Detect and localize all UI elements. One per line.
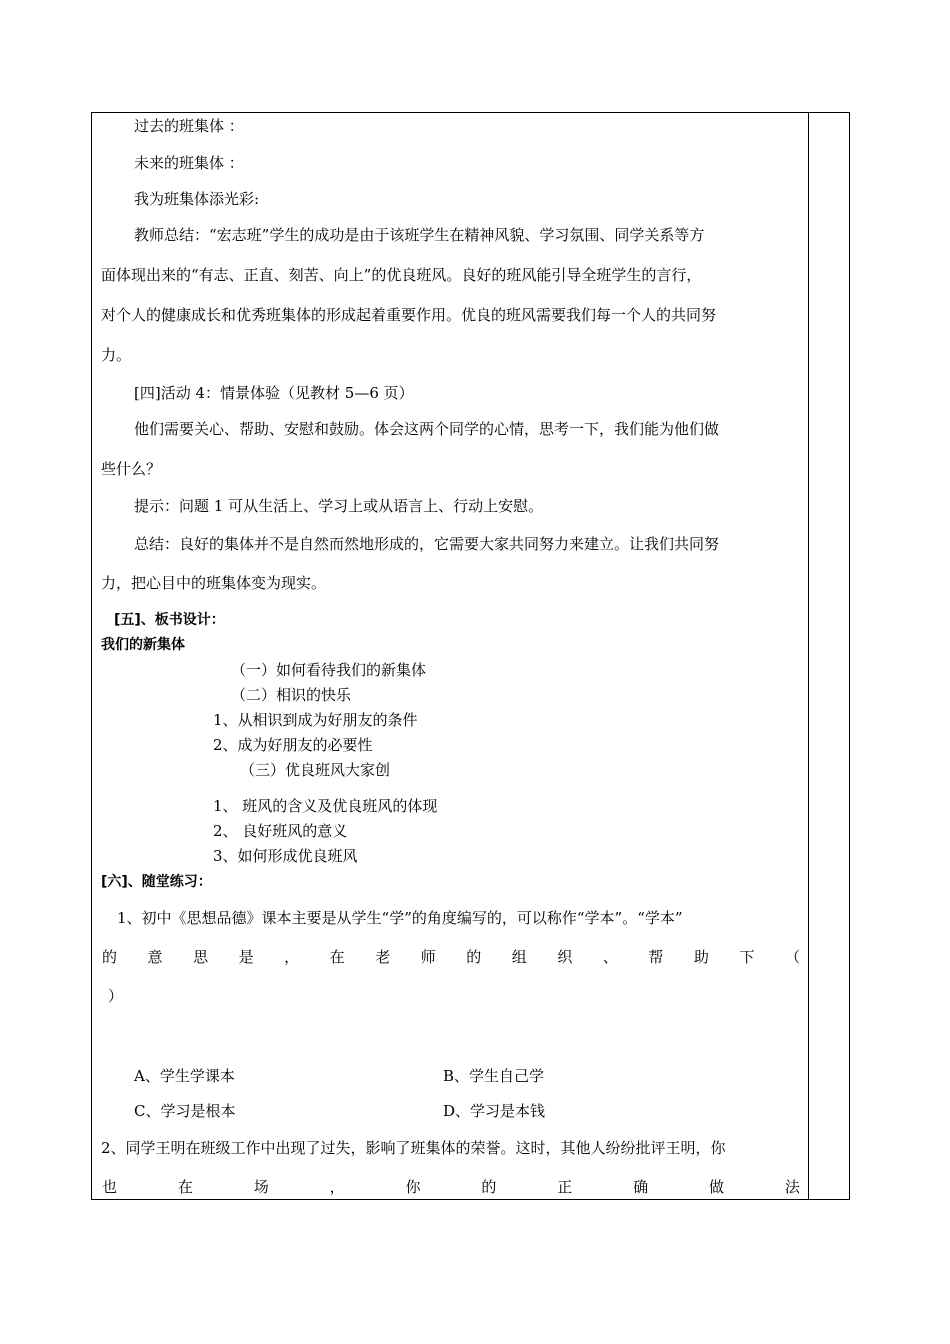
q2-char: 做 [709, 1178, 725, 1196]
past-class-line: 过去的班集体 ： [134, 117, 244, 135]
teacher-summary-3: 对个人的健康成长和优秀班集体的形成起着重要作用。优良的班风需要我们每一个人的共同努 [101, 306, 717, 324]
board-item-3-3: 3、如何形成优良班风 [213, 847, 358, 865]
option-d: D、学习是本钱 [443, 1102, 546, 1120]
q1-char: 织 [557, 948, 573, 966]
q1-char: 帮 [648, 948, 664, 966]
board-item-2: （二）相识的快乐 [231, 686, 352, 704]
board-item-3-1: 1、 班风的含义及优良班风的体现 [213, 797, 438, 815]
board-item-3: （三）优良班风大家创 [240, 761, 391, 779]
question-1-line-1: 1、初中《思想品德》课本主要是从学生“学”的角度编写的，可以称作“学本”。“学本” [117, 909, 683, 927]
q1-char: 组 [511, 948, 527, 966]
q2-char: 场 [253, 1178, 269, 1196]
activity-4-heading: [四]活动 4：情景体验（见教材 5—6 页） [134, 384, 414, 402]
activity-4-question-1: 他们需要关心、帮助、安慰和鼓励。体会这两个同学的心情，思考一下，我们能为他们做 [134, 420, 720, 438]
board-title: 我们的新集体 [101, 637, 185, 653]
q1-char: （ [784, 948, 800, 966]
board-item-2-2: 2、成为好朋友的必要性 [213, 736, 373, 754]
q1-char: 的 [102, 948, 118, 966]
option-b: B、学生自己学 [443, 1067, 545, 1085]
q2-char: 确 [633, 1178, 649, 1196]
q2-char: 在 [177, 1178, 193, 1196]
q1-char: 老 [375, 948, 391, 966]
option-c: C、学习是根本 [134, 1102, 236, 1120]
board-item-2-1: 1、从相识到成为好朋友的条件 [213, 711, 418, 729]
q2-char: 也 [102, 1178, 118, 1196]
q1-char: 下 [739, 948, 755, 966]
q2-char: 的 [481, 1178, 497, 1196]
q1-char: 意 [147, 948, 163, 966]
question-1-close-paren: ） [108, 987, 124, 1005]
question-2-line-2 [102, 1177, 800, 1197]
activity-4-question-2: 些什么？ [101, 460, 162, 478]
section-5-heading: [五]、板书设计： [114, 612, 225, 628]
conclusion-2: 力，把心目中的班集体变为现实。 [101, 574, 327, 592]
add-glory-line: 我为班集体添光彩: [134, 190, 260, 208]
teacher-summary-2: 面体现出来的“有志、正直、刻苦、向上”的优良班风。良好的班风能引导全班学生的言行， [101, 266, 702, 284]
teacher-summary-1: 教师总结：“宏志班”学生的成功是由于该班学生在精神风貌、学习氛围、同学关系等方 [134, 226, 705, 244]
q1-char: 是 [238, 948, 254, 966]
teacher-summary-4: 力。 [101, 346, 132, 364]
q1-char: 的 [466, 948, 482, 966]
question-2-line-1: 2、同学王明在班级工作中出现了过失，影响了班集体的荣誉。这时，其他人纷纷批评王明，你 [101, 1139, 726, 1157]
option-a: A、学生学课本 [134, 1067, 235, 1085]
board-item-1: （一）如何看待我们的新集体 [231, 661, 427, 679]
q2-char: 正 [557, 1178, 573, 1196]
q1-char: 在 [329, 948, 345, 966]
column-divider [808, 112, 809, 1200]
q2-char: 你 [405, 1178, 421, 1196]
q1-char: 师 [420, 948, 436, 966]
q2-char: 法 [784, 1178, 800, 1196]
question-1-line-2 [102, 947, 800, 967]
q2-char: ， [329, 1178, 345, 1196]
hint-line: 提示：问题 1 可从生活上、学习上或从语言上、行动上安慰。 [134, 497, 544, 515]
q1-char: 、 [602, 948, 618, 966]
conclusion-1: 总结：良好的集体并不是自然而然地形成的，它需要大家共同努力来建立。让我们共同努 [134, 535, 720, 553]
section-6-heading: [六]、随堂练习： [101, 874, 212, 890]
board-item-3-2: 2、 良好班风的意义 [213, 822, 348, 840]
q1-char: ， [284, 948, 300, 966]
q1-char: 思 [193, 948, 209, 966]
future-class-line: 未来的班集体 ： [134, 154, 244, 172]
q1-char: 助 [693, 948, 709, 966]
